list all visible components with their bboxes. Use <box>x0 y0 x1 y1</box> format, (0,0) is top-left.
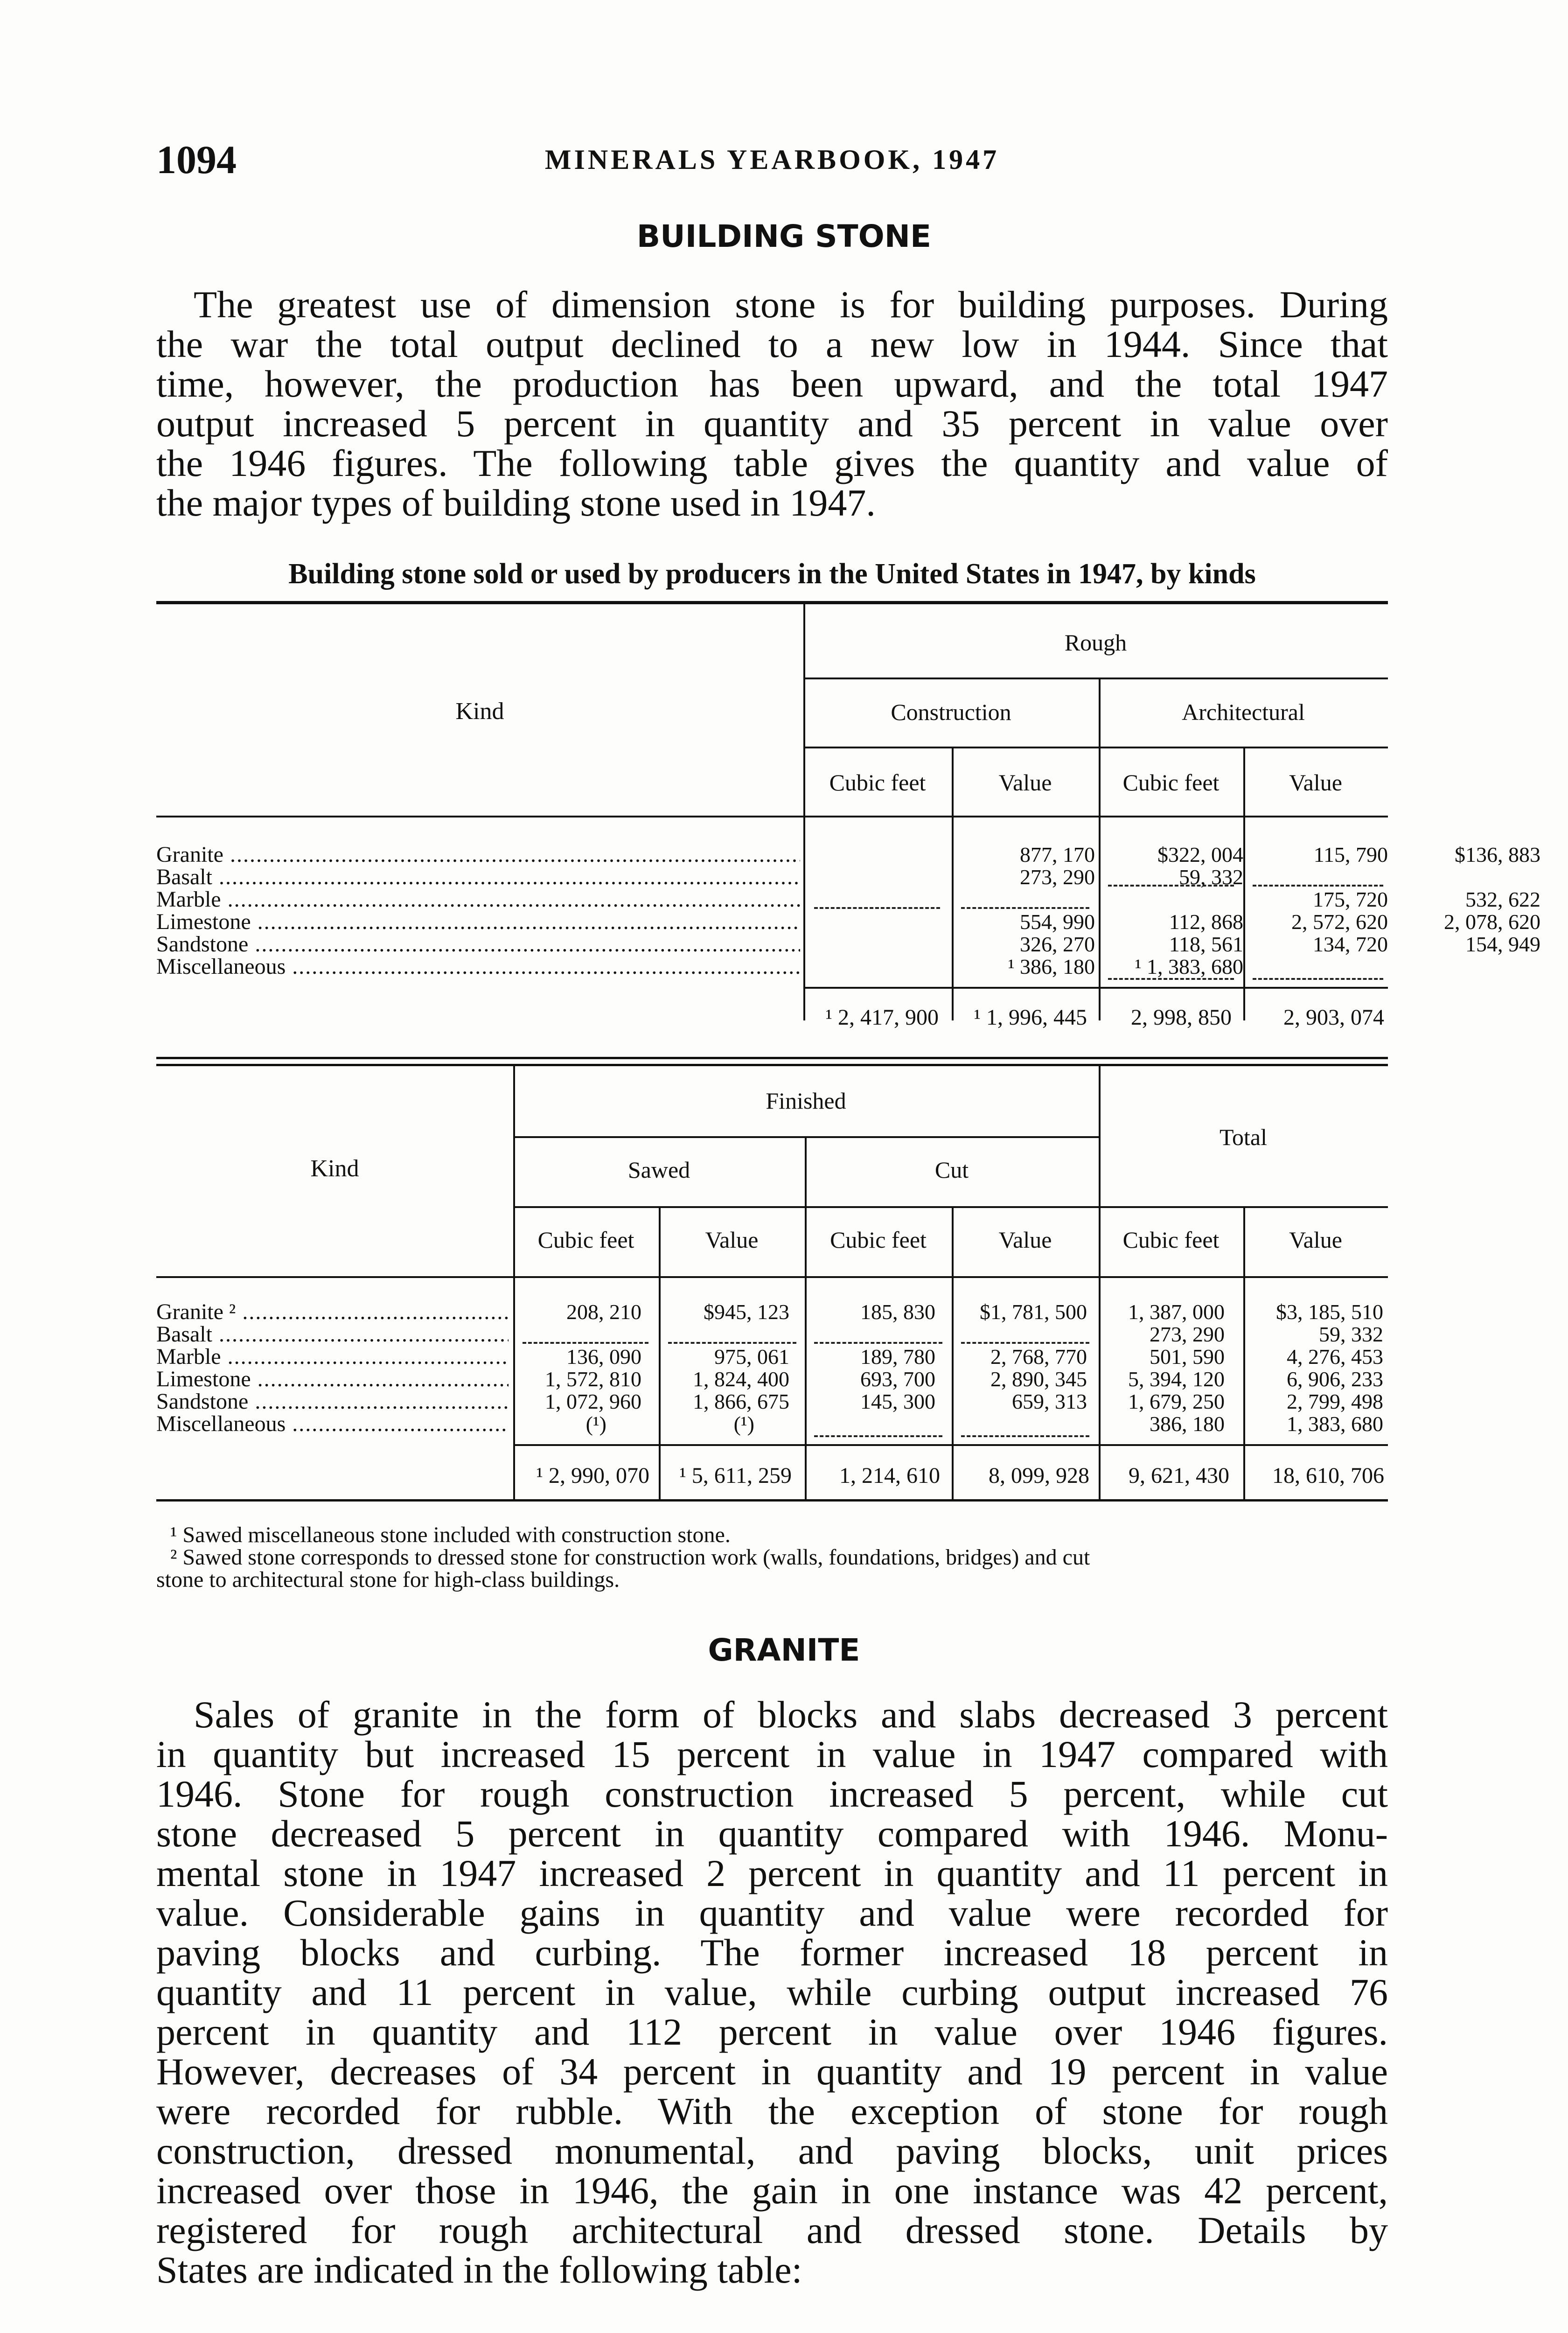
table-row <box>156 843 1540 866</box>
rough-group-header: Rough <box>1064 629 1127 656</box>
column-header: Cubic feet <box>1122 769 1220 796</box>
cell: 659, 313 <box>1012 1390 1087 1413</box>
cell: 6, 906, 233 <box>1287 1367 1383 1391</box>
table-row <box>156 887 1540 911</box>
cell: 175, 720 <box>1313 887 1388 911</box>
total-cell: 2, 998, 850 <box>1131 1005 1232 1030</box>
cell: 1, 387, 000 <box>1128 1300 1225 1324</box>
column-header: Cubic feet <box>829 769 926 796</box>
construction-header: Construction <box>891 699 1011 725</box>
row-kind: Marble ..... <box>156 888 800 911</box>
cell: $1, 781, 500 <box>980 1300 1087 1324</box>
table-row <box>156 956 1388 978</box>
paragraph-line: States are indicated in the following table: <box>156 2249 802 2291</box>
cell: 112, 868 <box>1169 910 1243 934</box>
total-cell: 9, 621, 430 <box>1129 1463 1229 1488</box>
running-title: MINERALS YEARBOOK, 1947 <box>544 144 1000 175</box>
cell: 59, 332 <box>1319 1322 1383 1346</box>
paragraph-line: mental stone in 1947 increased 2 percent in quantity and 11 percent in <box>156 1852 1388 1894</box>
empty-cell-dash <box>961 1435 1089 1437</box>
cell: 273, 290 <box>1020 865 1095 889</box>
total-cell: 1, 214, 610 <box>839 1463 940 1488</box>
column-header: Cubic feet <box>830 1227 927 1253</box>
cell: 326, 270 <box>1020 932 1095 956</box>
cell: 386, 180 <box>1150 1412 1225 1436</box>
header-bottom-rule <box>156 1276 1388 1278</box>
paragraph-line: were recorded for rubble. With the exception of stone for rough <box>156 2090 1388 2132</box>
cell: (¹) <box>585 1412 606 1436</box>
column-header: Value <box>998 769 1052 796</box>
cell: 2, 768, 770 <box>990 1345 1087 1369</box>
cell: 154, 949 <box>1465 932 1540 956</box>
cell: 501, 590 <box>1150 1345 1225 1369</box>
table-footnotes <box>156 1524 1388 1591</box>
running-header <box>156 136 1388 188</box>
column-header: Value <box>705 1227 759 1253</box>
empty-cell-dash <box>961 1342 1089 1344</box>
header-rule <box>803 678 1388 679</box>
column-header: Value <box>1289 769 1342 796</box>
table-row <box>156 1413 1388 1435</box>
row-kind: Miscellaneous ..... <box>156 1413 509 1435</box>
total-cell: 18, 610, 706 <box>1272 1463 1384 1488</box>
empty-cell-dash <box>1253 978 1383 980</box>
table-divider-rule <box>156 1057 1388 1059</box>
empty-cell-dash <box>814 1435 942 1437</box>
header-rule <box>513 1136 1099 1138</box>
row-kind: Miscellaneous ..... <box>156 956 800 978</box>
cell: 59, 332 <box>1179 865 1243 889</box>
table-row <box>156 910 1540 934</box>
empty-cell-dash <box>814 1342 942 1344</box>
granite-heading: GRANITE <box>708 1632 860 1668</box>
paragraph-line: Sales of granite in the form of blocks and slabs decreased 3 percent <box>194 1693 1388 1736</box>
footnote: ² Sawed stone corresponds to dressed stone for construction work (walls, foundations, bridges) and cut <box>170 1545 1090 1570</box>
cell: 2, 078, 620 <box>1444 910 1540 934</box>
building-stone-heading: BUILDING STONE <box>636 218 932 254</box>
cell: 273, 290 <box>1150 1322 1225 1346</box>
cell: 1, 383, 680 <box>1287 1412 1383 1436</box>
row-kind: Basalt ..... <box>156 866 800 888</box>
total-rule <box>803 987 1388 989</box>
cell: 1, 679, 250 <box>1128 1390 1225 1413</box>
paragraph-line: However, decreases of 34 percent in quantity and 19 percent in value <box>156 2050 1388 2093</box>
column-header: Cubic feet <box>537 1227 634 1253</box>
finished-group-header: Finished <box>766 1088 846 1114</box>
total-cell: ¹ 2, 990, 070 <box>536 1463 649 1488</box>
table-bottom-rule <box>156 1499 1388 1502</box>
empty-cell-dash <box>961 907 1089 909</box>
column-header: Value <box>1289 1227 1342 1253</box>
row-kind: Limestone ..... <box>156 1368 509 1390</box>
cell: 1, 866, 675 <box>693 1390 789 1413</box>
empty-cell-dash <box>814 907 940 909</box>
empty-cell-dash <box>1108 885 1234 887</box>
row-kind: Sandstone ..... <box>156 933 800 956</box>
footnote: ¹ Sawed miscellaneous stone included with construction stone. <box>170 1523 731 1547</box>
cut-header: Cut <box>934 1157 969 1183</box>
total-cell: ¹ 2, 417, 900 <box>825 1005 939 1030</box>
empty-cell-dash <box>1253 885 1383 887</box>
paragraph-line: percent in quantity and 112 percent in value over 1946 figures. <box>156 2011 1388 2053</box>
cell: 1, 824, 400 <box>693 1367 789 1391</box>
cell: 189, 780 <box>860 1345 935 1369</box>
table-caption: Building stone sold or used by producers in the United States in 1947, by kinds <box>288 558 1256 590</box>
table-top-rule <box>156 601 1388 604</box>
total-cell: ¹ 1, 996, 445 <box>974 1005 1087 1030</box>
total-rule <box>513 1444 1388 1446</box>
granite-paragraph <box>156 1695 1388 2290</box>
cell: ¹ 1, 383, 680 <box>1135 955 1243 978</box>
cell: 554, 990 <box>1020 910 1095 934</box>
cell: 693, 700 <box>860 1367 935 1391</box>
header-bottom-rule <box>156 816 1388 817</box>
table-row <box>156 932 1540 956</box>
architectural-header: Architectural <box>1182 699 1305 725</box>
row-kind: Granite ..... <box>156 844 800 866</box>
total-cell: 2, 903, 074 <box>1283 1005 1384 1030</box>
cell: (¹) <box>733 1412 754 1436</box>
paragraph-line: paving blocks and curbing. The former increased 18 percent in <box>156 1931 1388 1974</box>
cell: 1, 072, 960 <box>545 1390 641 1413</box>
empty-cell-dash <box>1108 978 1234 980</box>
paragraph-line: construction, dressed monumental, and paving blocks, unit prices <box>156 2130 1388 2172</box>
cell: 208, 210 <box>566 1300 641 1324</box>
paragraph-line: in quantity but increased 15 percent in value in 1947 compared with <box>156 1733 1388 1775</box>
cell: $945, 123 <box>704 1300 789 1324</box>
header-rule <box>803 747 1388 748</box>
cell: $136, 883 <box>1455 843 1540 866</box>
table-row <box>156 1390 1388 1413</box>
empty-cell-dash <box>523 1342 648 1344</box>
table-row <box>156 1301 1388 1323</box>
paragraph-line: The greatest use of dimension stone is for building purposes. During <box>194 283 1388 326</box>
paragraph-line: output increased 5 percent in quantity and 35 percent in value over <box>156 402 1388 445</box>
paragraph-line: registered for rough architectural and dressed stone. Details by <box>156 2209 1388 2251</box>
row-kind: Granite ² ..... <box>156 1301 509 1323</box>
paragraph-line: increased over those in 1946, the gain in one instance was 42 percent, <box>156 2169 1388 2212</box>
column-header: Cubic feet <box>1122 1227 1220 1253</box>
cell: 5, 394, 120 <box>1128 1367 1225 1391</box>
cell: 2, 799, 498 <box>1287 1390 1383 1413</box>
empty-cell-dash <box>668 1342 796 1344</box>
paragraph-line: stone decreased 5 percent in quantity compared with 1946. Monu- <box>156 1812 1388 1855</box>
row-kind: Marble ..... <box>156 1346 509 1368</box>
sawed-header: Sawed <box>627 1157 690 1183</box>
row-kind: Sandstone ..... <box>156 1390 509 1413</box>
paragraph-line: time, however, the production has been upward, and the total 1947 <box>156 363 1388 405</box>
cell: 1, 572, 810 <box>545 1367 641 1391</box>
paragraph-line: value. Considerable gains in quantity and value were recorded for <box>156 1892 1388 1934</box>
row-kind: Basalt ..... <box>156 1323 509 1346</box>
cell: 2, 890, 345 <box>990 1367 1087 1391</box>
paragraph-line: the 1946 figures. The following table gives the quantity and value of <box>156 442 1388 484</box>
cell: ¹ 386, 180 <box>1008 955 1095 978</box>
cell: $322, 004 <box>1157 843 1243 866</box>
total-cell: 8, 099, 928 <box>989 1463 1089 1488</box>
table-row <box>156 1346 1388 1368</box>
footnote: stone to architectural stone for high-class buildings. <box>156 1567 620 1592</box>
table-row <box>156 1368 1388 1390</box>
paragraph-line: quantity and 11 percent in value, while curbing output increased 76 <box>156 1971 1388 2013</box>
total-cell: ¹ 5, 611, 259 <box>679 1463 792 1488</box>
total-group-header: Total <box>1219 1124 1268 1150</box>
cell: 4, 276, 453 <box>1287 1345 1383 1369</box>
kind-column-label: Kind <box>310 1155 359 1182</box>
cell: 115, 790 <box>1313 843 1388 866</box>
kind-column-label: Kind <box>455 698 504 725</box>
paragraph-line: the war the total output declined to a new low in 1944. Since that <box>156 323 1388 365</box>
cell: 145, 300 <box>860 1390 935 1413</box>
row-kind: Limestone ..... <box>156 911 800 933</box>
cell: 532, 622 <box>1465 887 1540 911</box>
cell: 2, 572, 620 <box>1291 910 1388 934</box>
cell: 185, 830 <box>860 1300 935 1324</box>
header-rule <box>513 1206 1388 1208</box>
cell: 134, 720 <box>1313 932 1388 956</box>
page-number: 1094 <box>156 137 237 182</box>
cell: 877, 170 <box>1020 843 1095 866</box>
cell: $3, 185, 510 <box>1276 1300 1383 1324</box>
column-header: Value <box>998 1227 1052 1253</box>
cell: 118, 561 <box>1169 932 1243 956</box>
paragraph-line: the major types of building stone used in 1947. <box>156 482 876 524</box>
paragraph-line: 1946. Stone for rough construction increased 5 percent, while cut <box>156 1773 1388 1815</box>
cell: 136, 090 <box>566 1345 641 1369</box>
cell: 975, 061 <box>714 1345 789 1369</box>
table-divider-rule <box>156 1064 1388 1066</box>
building-stone-paragraph <box>156 285 1388 523</box>
